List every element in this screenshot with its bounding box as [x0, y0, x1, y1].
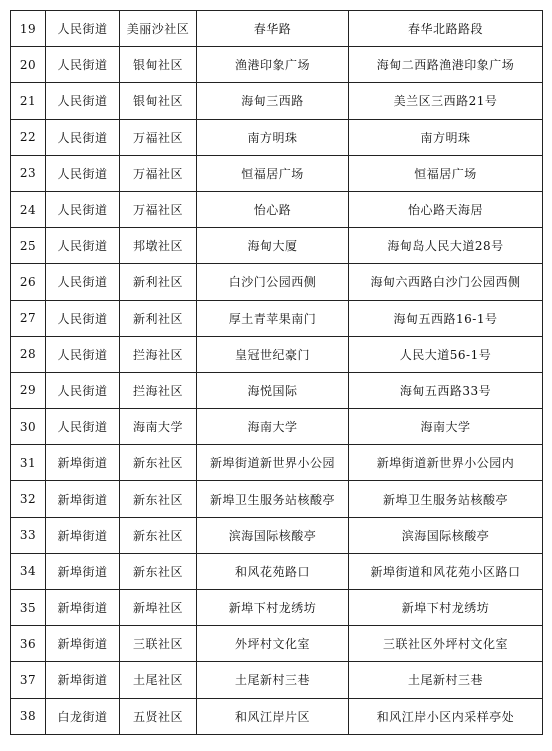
table-row	[11, 626, 543, 662]
row-number-cell: 26	[11, 264, 46, 300]
site-name-cell: 厚土青苹果南门	[197, 300, 349, 336]
street-cell: 人民街道	[46, 119, 120, 155]
row-number-cell: 19	[11, 11, 46, 47]
table-row	[11, 264, 543, 300]
row-number-cell: 23	[11, 155, 46, 191]
table-row	[11, 119, 543, 155]
address-cell: 新埠卫生服务站核酸亭	[349, 481, 543, 517]
street-cell: 人民街道	[46, 11, 120, 47]
street-cell: 新埠街道	[46, 590, 120, 626]
site-name-cell: 皇冠世纪豪门	[197, 336, 349, 372]
address-cell: 滨海国际核酸亭	[349, 517, 543, 553]
site-name-cell: 滨海国际核酸亭	[197, 517, 349, 553]
community-cell: 万福社区	[120, 191, 197, 227]
community-cell: 土尾社区	[120, 662, 197, 698]
row-number-cell: 37	[11, 662, 46, 698]
community-cell: 拦海社区	[120, 336, 197, 372]
site-name-cell: 海南大学	[197, 409, 349, 445]
row-number-cell: 27	[11, 300, 46, 336]
address-cell: 怡心路天海居	[349, 191, 543, 227]
community-cell: 新利社区	[120, 264, 197, 300]
table-row	[11, 409, 543, 445]
table-row	[11, 553, 543, 589]
address-cell: 新埠下村龙绣坊	[349, 590, 543, 626]
address-cell: 恒福居广场	[349, 155, 543, 191]
community-cell: 美丽沙社区	[120, 11, 197, 47]
address-cell: 三联社区外坪村文化室	[349, 626, 543, 662]
row-number-cell: 32	[11, 481, 46, 517]
address-cell: 春华北路路段	[349, 11, 543, 47]
community-cell: 邦墩社区	[120, 228, 197, 264]
testing-sites-table	[10, 10, 543, 735]
table-row	[11, 481, 543, 517]
street-cell: 新埠街道	[46, 481, 120, 517]
street-cell: 人民街道	[46, 155, 120, 191]
community-cell: 拦海社区	[120, 372, 197, 408]
community-cell: 新东社区	[120, 445, 197, 481]
row-number-cell: 31	[11, 445, 46, 481]
community-cell: 银甸社区	[120, 83, 197, 119]
street-cell: 新埠街道	[46, 553, 120, 589]
table-row	[11, 336, 543, 372]
community-cell: 海南大学	[120, 409, 197, 445]
site-name-cell: 新埠街道新世界小公园	[197, 445, 349, 481]
street-cell: 新埠街道	[46, 517, 120, 553]
address-cell: 海甸岛人民大道28号	[349, 228, 543, 264]
street-cell: 人民街道	[46, 47, 120, 83]
table-row	[11, 228, 543, 264]
row-number-cell: 24	[11, 191, 46, 227]
row-number-cell: 28	[11, 336, 46, 372]
row-number-cell: 21	[11, 83, 46, 119]
table-body	[11, 11, 543, 735]
row-number-cell: 29	[11, 372, 46, 408]
site-name-cell: 怡心路	[197, 191, 349, 227]
site-name-cell: 海甸三西路	[197, 83, 349, 119]
table-row	[11, 11, 543, 47]
row-number-cell: 22	[11, 119, 46, 155]
street-cell: 人民街道	[46, 228, 120, 264]
table-row	[11, 191, 543, 227]
address-cell: 海甸五西路16-1号	[349, 300, 543, 336]
address-cell: 海甸五西路33号	[349, 372, 543, 408]
site-name-cell: 海悦国际	[197, 372, 349, 408]
table-row	[11, 445, 543, 481]
street-cell: 白龙街道	[46, 698, 120, 734]
table-row	[11, 83, 543, 119]
street-cell: 人民街道	[46, 83, 120, 119]
row-number-cell: 20	[11, 47, 46, 83]
street-cell: 人民街道	[46, 409, 120, 445]
address-cell: 新埠街道和风花苑小区路口	[349, 553, 543, 589]
street-cell: 人民街道	[46, 300, 120, 336]
address-cell: 土尾新村三巷	[349, 662, 543, 698]
address-cell: 美兰区三西路21号	[349, 83, 543, 119]
address-cell: 和风江岸小区内采样亭处	[349, 698, 543, 734]
site-name-cell: 外坪村文化室	[197, 626, 349, 662]
community-cell: 新埠社区	[120, 590, 197, 626]
row-number-cell: 30	[11, 409, 46, 445]
community-cell: 新东社区	[120, 553, 197, 589]
address-cell: 海甸六西路白沙门公园西侧	[349, 264, 543, 300]
table-row	[11, 47, 543, 83]
table-row	[11, 372, 543, 408]
site-name-cell: 新埠下村龙绣坊	[197, 590, 349, 626]
site-name-cell: 土尾新村三巷	[197, 662, 349, 698]
table-row	[11, 155, 543, 191]
address-cell: 人民大道56-1号	[349, 336, 543, 372]
site-name-cell: 海甸大厦	[197, 228, 349, 264]
site-name-cell: 南方明珠	[197, 119, 349, 155]
table-row	[11, 300, 543, 336]
site-name-cell: 和风江岸片区	[197, 698, 349, 734]
street-cell: 新埠街道	[46, 626, 120, 662]
site-name-cell: 恒福居广场	[197, 155, 349, 191]
community-cell: 新东社区	[120, 481, 197, 517]
street-cell: 新埠街道	[46, 662, 120, 698]
table-row	[11, 590, 543, 626]
community-cell: 新利社区	[120, 300, 197, 336]
community-cell: 万福社区	[120, 155, 197, 191]
site-name-cell: 春华路	[197, 11, 349, 47]
site-name-cell: 新埠卫生服务站核酸亭	[197, 481, 349, 517]
site-name-cell: 渔港印象广场	[197, 47, 349, 83]
community-cell: 三联社区	[120, 626, 197, 662]
community-cell: 万福社区	[120, 119, 197, 155]
street-cell: 人民街道	[46, 191, 120, 227]
row-number-cell: 38	[11, 698, 46, 734]
street-cell: 新埠街道	[46, 445, 120, 481]
table-row	[11, 662, 543, 698]
community-cell: 五贤社区	[120, 698, 197, 734]
site-name-cell: 白沙门公园西侧	[197, 264, 349, 300]
street-cell: 人民街道	[46, 336, 120, 372]
row-number-cell: 35	[11, 590, 46, 626]
street-cell: 人民街道	[46, 264, 120, 300]
address-cell: 海南大学	[349, 409, 543, 445]
row-number-cell: 36	[11, 626, 46, 662]
address-cell: 新埠街道新世界小公园内	[349, 445, 543, 481]
table-row	[11, 517, 543, 553]
address-cell: 海甸二西路渔港印象广场	[349, 47, 543, 83]
row-number-cell: 34	[11, 553, 46, 589]
site-name-cell: 和风花苑路口	[197, 553, 349, 589]
address-cell: 南方明珠	[349, 119, 543, 155]
community-cell: 银甸社区	[120, 47, 197, 83]
row-number-cell: 25	[11, 228, 46, 264]
community-cell: 新东社区	[120, 517, 197, 553]
row-number-cell: 33	[11, 517, 46, 553]
table-row	[11, 698, 543, 734]
street-cell: 人民街道	[46, 372, 120, 408]
